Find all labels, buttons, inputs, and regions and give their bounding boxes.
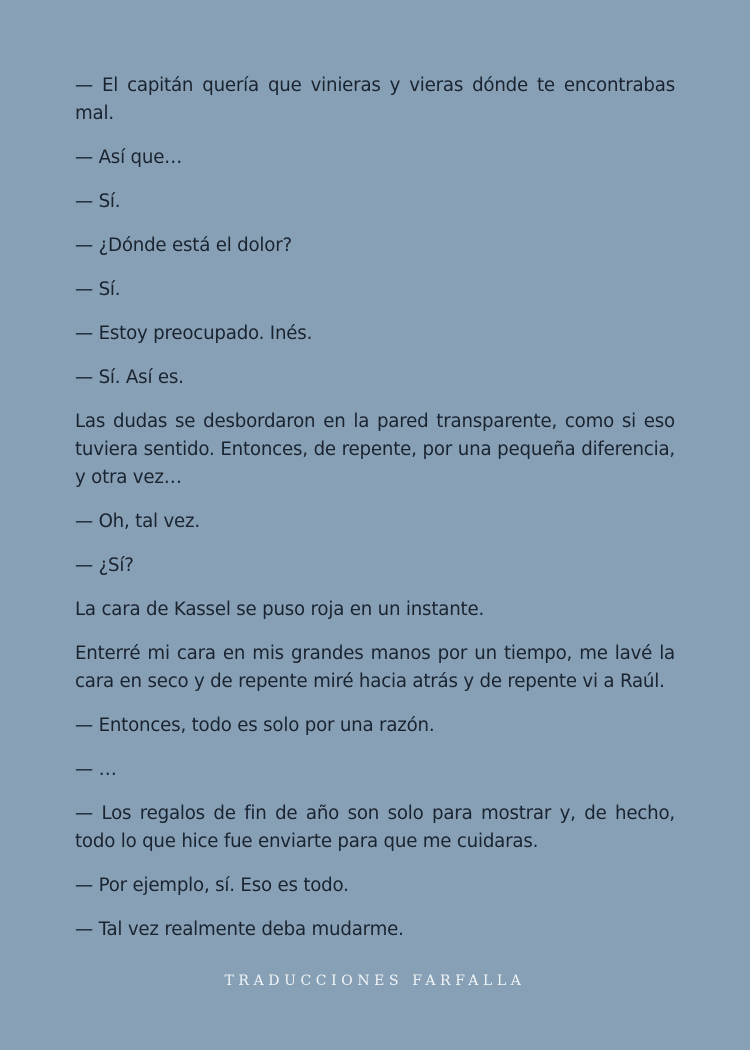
paragraph: — Los regalos de fin de año son solo para mostrar y, de hecho, todo lo que hice fue enviarte para que me cuidaras. [75, 803, 675, 852]
paragraph: — ¿Sí? [75, 555, 134, 576]
paragraph: — … [75, 759, 117, 780]
paragraph: — El capitán quería que vinieras y vieras dónde te encontrabas mal. [75, 75, 675, 124]
paragraph: La cara de Kassel se puso roja en un instante. [75, 599, 485, 620]
watermark-footer: TRADUCCIONES FARFALLA [224, 973, 526, 989]
paragraph: — Oh, tal vez. [75, 511, 200, 532]
paragraph: — Tal vez realmente deba mudarme. [75, 919, 404, 940]
paragraph: — Por ejemplo, sí. Eso es todo. [75, 875, 349, 896]
paragraph: — Estoy preocupado. Inés. [75, 323, 313, 344]
paragraph: — Sí. [75, 191, 121, 212]
paragraph: — ¿Dónde está el dolor? [75, 235, 292, 256]
paragraph: — Sí. Así es. [75, 367, 184, 388]
paragraph: Las dudas se desbordaron en la pared transparente, como si eso tuviera sentido. Entonces, de repente, por una pequeña diferencia, y otra vez… [75, 411, 675, 488]
document-body [75, 72, 675, 960]
paragraph: — Así que… [75, 147, 183, 168]
paragraph: Enterré mi cara en mis grandes manos por un tiempo, me lavé la cara en seco y de repente miré hacia atrás y de repente vi a Raúl. [75, 643, 675, 692]
paragraph: — Entonces, todo es solo por una razón. [75, 715, 435, 736]
paragraph: — Sí. [75, 279, 121, 300]
